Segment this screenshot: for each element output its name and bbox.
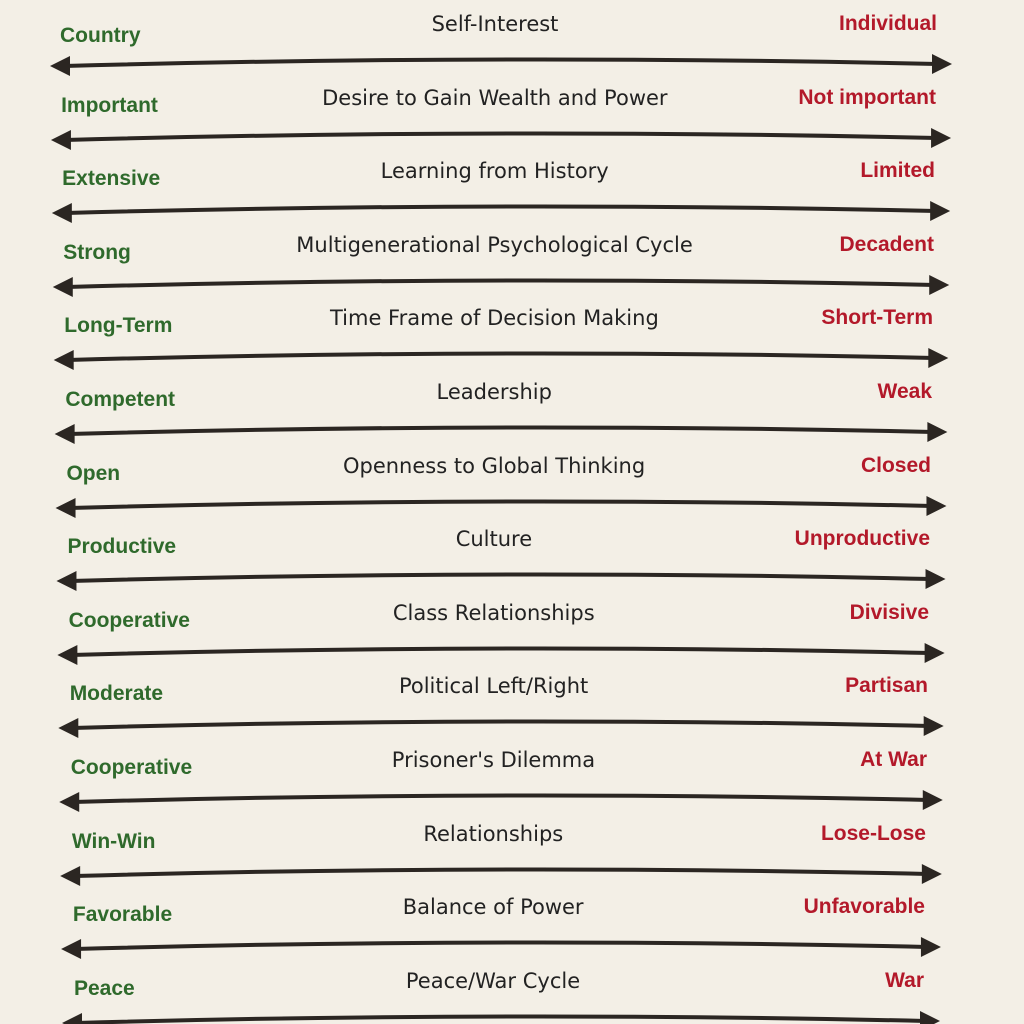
arrowhead-left-icon: [58, 718, 78, 738]
arrowhead-right-icon: [929, 275, 949, 295]
dimension-label: Balance of Power: [402, 895, 584, 920]
spectrum-row: [0, 454, 1024, 514]
arrowhead-left-icon: [59, 792, 79, 812]
arrowhead-left-icon: [56, 571, 76, 591]
left-pole-label: Extensive: [62, 167, 161, 191]
double-headed-arrow: [0, 454, 1024, 514]
arrowhead-right-icon: [931, 128, 951, 148]
arrow-shaft: [66, 207, 936, 214]
arrowhead-right-icon: [924, 716, 944, 736]
arrowhead-left-icon: [61, 939, 81, 959]
arrowhead-left-icon: [52, 203, 72, 223]
left-pole-label: Productive: [67, 535, 177, 559]
left-pole-label: Country: [60, 24, 141, 47]
left-pole-label: Open: [66, 461, 121, 485]
arrow-shaft: [71, 648, 930, 655]
spectrum-row: [0, 969, 1024, 1024]
arrow-shaft: [65, 133, 937, 140]
right-pole-label: Unproductive: [794, 527, 930, 551]
double-headed-arrow: [0, 380, 1024, 440]
arrowhead-left-icon: [53, 277, 73, 297]
right-pole-label: Individual: [838, 12, 937, 35]
double-headed-arrow: [0, 601, 1024, 661]
double-headed-arrow: [0, 895, 1024, 955]
arrow-shaft: [69, 427, 934, 434]
arrow-shaft: [74, 869, 928, 876]
double-headed-arrow: [0, 748, 1024, 808]
left-pole-label: Cooperative: [68, 608, 190, 632]
double-headed-arrow: [0, 159, 1024, 219]
dimension-label: Prisoner's Dilemma: [391, 748, 596, 772]
left-pole-label: Important: [61, 93, 158, 117]
right-pole-label: Weak: [877, 380, 932, 403]
arrowhead-left-icon: [57, 645, 77, 665]
double-headed-arrow: [0, 969, 1024, 1024]
double-headed-arrow: [0, 674, 1024, 734]
right-pole-label: Closed: [860, 453, 931, 477]
arrow-shaft: [70, 575, 931, 582]
dimension-label: Multigenerational Psychological Cycle: [296, 232, 693, 257]
left-pole-label: Favorable: [72, 903, 173, 927]
dimension-label: Time Frame of Decision Making: [329, 306, 659, 331]
spectrum-row: [0, 86, 1024, 146]
double-headed-arrow: [0, 527, 1024, 587]
dimension-label: Culture: [455, 527, 533, 552]
dimension-label: Desire to Gain Wealth and Power: [322, 85, 668, 110]
double-headed-arrow: [0, 233, 1024, 293]
spectrum-row: [0, 674, 1024, 734]
arrowhead-left-icon: [56, 498, 76, 518]
spectrum-row: [0, 233, 1024, 293]
double-headed-arrow: [0, 822, 1024, 882]
arrowhead-right-icon: [922, 864, 942, 884]
arrowhead-right-icon: [920, 1011, 940, 1024]
arrowhead-right-icon: [923, 790, 943, 810]
right-pole-label: Short-Term: [821, 306, 933, 330]
spectrum-row: [0, 527, 1024, 587]
dimension-label: Peace/War Cycle: [405, 968, 581, 993]
right-pole-label: War: [885, 968, 924, 992]
arrow-shaft: [70, 501, 933, 508]
dimension-label: Class Relationships: [392, 600, 595, 625]
right-pole-label: Decadent: [839, 232, 934, 256]
arrowhead-right-icon: [925, 643, 945, 663]
left-pole-label: Competent: [65, 388, 176, 411]
left-pole-label: Peace: [74, 976, 135, 1000]
left-pole-label: Moderate: [69, 682, 164, 706]
double-headed-arrow: [0, 306, 1024, 366]
left-pole-label: Win-Win: [71, 829, 156, 853]
spectrum-row: [0, 748, 1024, 808]
left-pole-label: Cooperative: [70, 756, 193, 779]
arrowhead-right-icon: [930, 201, 950, 221]
arrowhead-left-icon: [51, 130, 71, 150]
arrow-shaft: [73, 795, 929, 802]
arrow-shaft: [67, 280, 935, 287]
arrowhead-right-icon: [932, 54, 952, 74]
arrowhead-left-icon: [54, 350, 74, 370]
arrow-shaft: [72, 722, 929, 729]
spectrum-row: [0, 159, 1024, 219]
left-pole-label: Long-Term: [64, 314, 173, 338]
arrowhead-left-icon: [50, 56, 70, 76]
dimension-label: Leadership: [436, 380, 552, 404]
right-pole-label: Unfavorable: [803, 895, 925, 919]
right-pole-label: Lose-Lose: [820, 821, 926, 845]
dimension-label: Self-Interest: [431, 12, 559, 36]
arrowhead-right-icon: [926, 569, 946, 589]
arrowhead-right-icon: [926, 496, 946, 516]
dimension-label: Political Left/Right: [398, 674, 589, 699]
spectrum-row: [0, 895, 1024, 955]
arrow-shaft: [76, 1016, 926, 1023]
dimension-label: Learning from History: [380, 159, 609, 184]
right-pole-label: Divisive: [849, 600, 929, 624]
arrowhead-left-icon: [55, 424, 75, 444]
spectrum-row: [0, 601, 1024, 661]
spectrum-row: [0, 306, 1024, 366]
arrow-shaft: [64, 59, 938, 66]
arrowhead-left-icon: [60, 866, 80, 886]
dimension-label: Relationships: [423, 821, 564, 846]
dimension-label: Openness to Global Thinking: [342, 453, 646, 478]
double-headed-arrow: [0, 86, 1024, 146]
spectrum-row: [0, 822, 1024, 882]
right-pole-label: At War: [860, 748, 927, 771]
arrowhead-right-icon: [927, 422, 947, 442]
arrow-shaft: [68, 354, 935, 361]
spectrum-row: [0, 380, 1024, 440]
arrowhead-left-icon: [62, 1013, 82, 1024]
arrowhead-right-icon: [921, 937, 941, 957]
left-pole-label: Strong: [63, 240, 131, 264]
arrowhead-right-icon: [928, 348, 948, 368]
spectrum-row: [0, 12, 1024, 72]
right-pole-label: Partisan: [845, 674, 928, 698]
double-headed-arrow: [0, 12, 1024, 72]
right-pole-label: Limited: [860, 159, 935, 183]
arrow-shaft: [75, 943, 927, 950]
right-pole-label: Not important: [798, 85, 936, 109]
